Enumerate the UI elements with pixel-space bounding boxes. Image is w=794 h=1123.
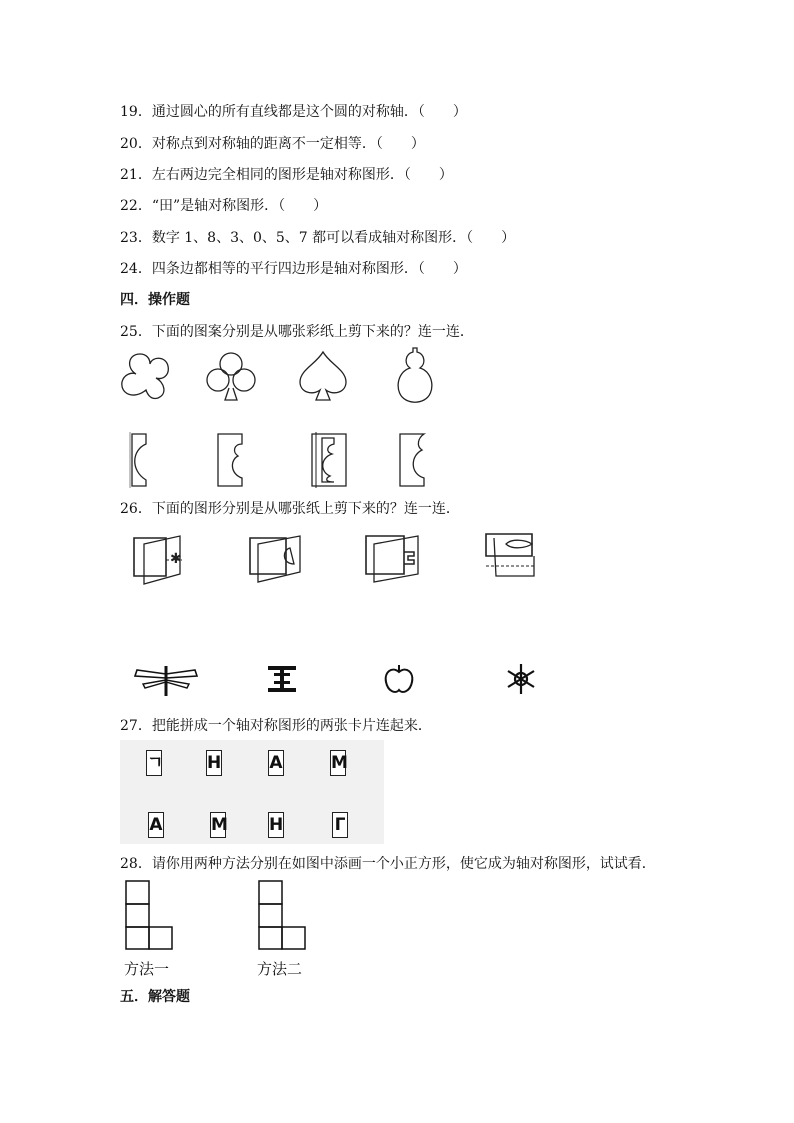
q27-card-bottom-2[interactable]: M	[210, 812, 226, 838]
question-25: 25．下面的图案分别是从哪张彩纸上剪下来的？连一连．	[120, 324, 474, 340]
q26-folded-paper-2	[246, 530, 308, 586]
q26-folded-paper-1	[130, 530, 190, 586]
q27-card-top-2[interactable]: H	[206, 750, 222, 776]
statement-22: 22．“田”是轴对称图形．（ ）	[120, 198, 328, 214]
q25-paper-3	[306, 430, 350, 490]
q25-paper-1	[124, 430, 160, 490]
question-26: 26．下面的图形分别是从哪张纸上剪下来的？连一连．	[120, 501, 460, 517]
q26-gate-shape-icon	[266, 664, 298, 694]
statement-20: 20．对称点到对称轴的距离不一定相等．（ ）	[120, 136, 425, 152]
statement-23: 23．数字 1、8、3、0、5、7 都可以看成轴对称图形．（ ）	[120, 230, 516, 246]
q27-card-bottom-4[interactable]: Г	[332, 812, 348, 838]
q26-apple-icon	[382, 662, 416, 696]
q25-paper-4	[396, 430, 436, 490]
question-27: 27．把能拼成一个轴对称图形的两张卡片连起来．	[120, 718, 432, 734]
q25-paper-2	[214, 430, 254, 490]
q28-grid-method-2	[258, 880, 306, 950]
statement-24: 24．四条边都相等的平行四边形是轴对称图形．（ ）	[120, 261, 467, 277]
method-2-label: 方法二	[257, 960, 303, 978]
q27-card-bottom-3[interactable]: H	[268, 812, 284, 838]
statement-21: 21．左右两边完全相同的图形是轴对称图形．（ ）	[120, 167, 453, 183]
q27-card-bottom-1[interactable]: A	[148, 812, 164, 838]
q25-shape-gourd-icon	[392, 346, 438, 404]
question-28: 28．请你用两种方法分别在如图中添画一个小正方形，使它成为轴对称图形，试试看．	[120, 856, 656, 872]
q26-folded-paper-4	[482, 528, 548, 584]
q26-folded-paper-3	[362, 530, 426, 586]
section-4-heading: 四．操作题	[120, 292, 190, 308]
q27-card-top-4[interactable]: M	[330, 750, 346, 776]
q27-card-top-1[interactable]: ㄱ	[146, 750, 162, 776]
statement-19: 19．通过圆心的所有直线都是这个圆的对称轴．（ ）	[120, 104, 467, 120]
q28-grid-method-1	[125, 880, 173, 950]
q26-snowflake-icon	[504, 662, 538, 696]
section-5-heading: 五．解答题	[120, 989, 190, 1005]
q25-shape-clover-icon	[118, 350, 174, 402]
svg-text:✱: ✱	[170, 551, 182, 567]
q26-dragonfly-icon	[133, 662, 199, 698]
q27-card-top-3[interactable]: A	[268, 750, 284, 776]
method-1-label: 方法一	[124, 960, 170, 978]
q25-shape-club-icon	[205, 350, 257, 402]
q25-shape-spade-icon	[298, 350, 348, 402]
